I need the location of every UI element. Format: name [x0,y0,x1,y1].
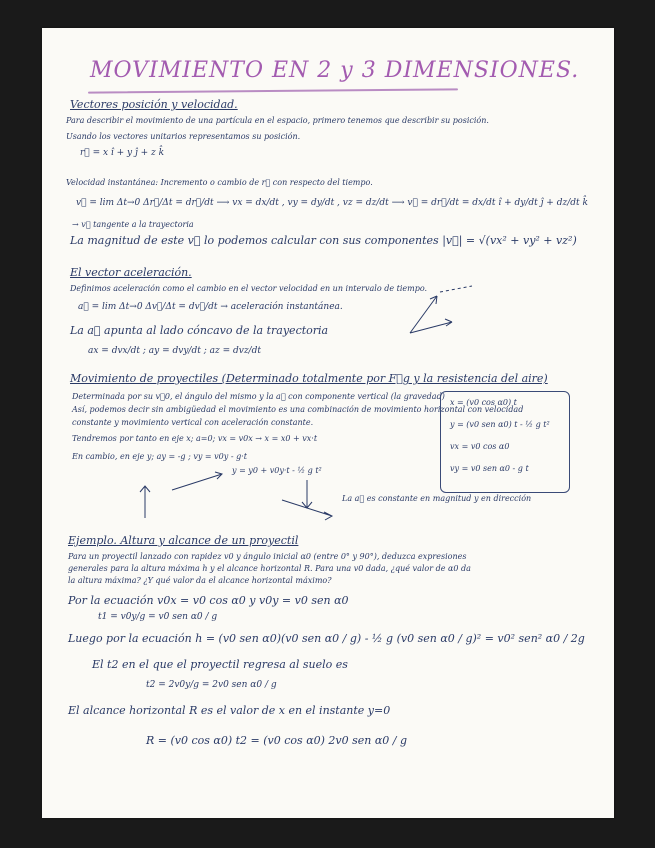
text-line: Así, podemos decir sin ambigüedad el movimiento es una combinación de movimiento horizontal con velocidad [72,405,524,414]
heading-projectiles: Movimiento de proyectiles (Determinado totalmente por F⃗g y la resistencia del aire) [70,372,548,385]
text-line: generales para la altura máxima h y el alcance horizontal R. Para una v0 dada, ¿qué valor de α0 da [68,564,471,573]
text-line: El t2 en el que el proyectil regresa al suelo es [92,658,348,671]
text-line: El alcance horizontal R es el valor de x en el instante y=0 [68,704,391,717]
box-line: vx = v0 cos α0 [450,442,510,451]
notebook-page [42,28,614,818]
text-line: constante y movimiento vertical con aceleración constante. [72,418,314,427]
vector-diag-sketch [172,472,222,490]
text-line: Para describir el movimiento de una partícula en el espacio, primero tenemos que describir su posición. [66,116,489,125]
vector-up-sketch [140,486,150,518]
text-line: y = y0 + v0y·t - ½ g t² [232,466,322,475]
text-line: En cambio, en eje y; ay = -g ; vy = v0y - g·t [72,452,247,461]
equation-position: r⃗ = x î + y ĵ + z k̂ [80,148,165,158]
page-title: MOVIMIENTO EN 2 y 3 DIMENSIONES. [90,58,580,83]
text-line: Para un proyectil lanzado con rapidez v0 y ángulo inicial α0 (entre 0° y 90°), deduzca expresiones [68,552,467,561]
box-line: y = (v0 sen α0) t - ½ g t² [450,420,550,429]
text-line: Definimos aceleración como el cambio en el vector velocidad en un intervalo de tiempo. [70,284,428,293]
text-line: La a⃗ es constante en magnitud y en dirección [342,494,532,503]
vector-sketches [42,28,614,818]
equation-t1: t1 = v0y/g = v0 sen α0 / g [98,612,218,622]
text-line: → v⃗ tangente a la trayectoria [72,220,194,229]
text-line: Usando los vectores unitarios representamos su posición. [66,132,301,141]
text-line: Por la ecuación v0x = v0 cos α0 y v0y = v0 sen α0 [68,594,349,607]
heading-instant-velocity: Velocidad instantánea: Incremento o cambio de r⃗ con respecto del tiempo. [66,178,373,187]
text-line: la altura máxima? ¿Y qué valor da el alcance horizontal máximo? [68,576,332,585]
text-line: Determinada por su v⃗0, el ángulo del mismo y la a⃗ con componente vertical (la gravedad) [72,392,445,401]
equation-velocity: v⃗ = lim Δt→0 Δr⃗/Δt = dr⃗/dt ⟶ vx = dx/dt , vy = dy/dt , vz = dz/dt ⟶ v⃗ = dr⃗/dt = dx/dt î + dy/dt ĵ + dz/dt k̂ [76,198,588,208]
box-line: vy = v0 sen α0 - g t [450,464,529,473]
text-line: La magnitud de este v⃗ lo podemos calcular con sus componentes |v⃗| = √(vx² + vy² + vz²) [70,234,577,247]
equation-acceleration: a⃗ = lim Δt→0 Δv⃗/Δt = dv⃗/dt → aceleración instantánea. [78,302,343,312]
heading-position-velocity: Vectores posición y velocidad. [70,98,238,111]
heading-example: Ejemplo. Altura y alcance de un proyectil [68,534,299,547]
equation-components: ax = dvx/dt ; ay = dvy/dt ; az = dvz/dt [88,346,261,356]
box-line: x = (v0 cos α0) t [450,398,517,407]
equation-height: Luego por la ecuación h = (v0 sen α0)(v0 sen α0 / g) - ½ g (v0 sen α0 / g)² = v0² sen² α0 / 2g [68,632,585,645]
equation-range: R = (v0 cos α0) t2 = (v0 cos α0) 2v0 sen α0 / g [146,734,408,747]
text-line: La a⃗ apunta al lado cóncavo de la trayectoria [70,324,329,337]
text-line: Tendremos por tanto en eje x; a=0; vx = v0x → x = x0 + vx·t [72,434,318,443]
heading-acceleration: El vector aceleración. [70,266,192,279]
equation-t2: t2 = 2v0y/g = 2v0 sen α0 / g [146,680,277,690]
